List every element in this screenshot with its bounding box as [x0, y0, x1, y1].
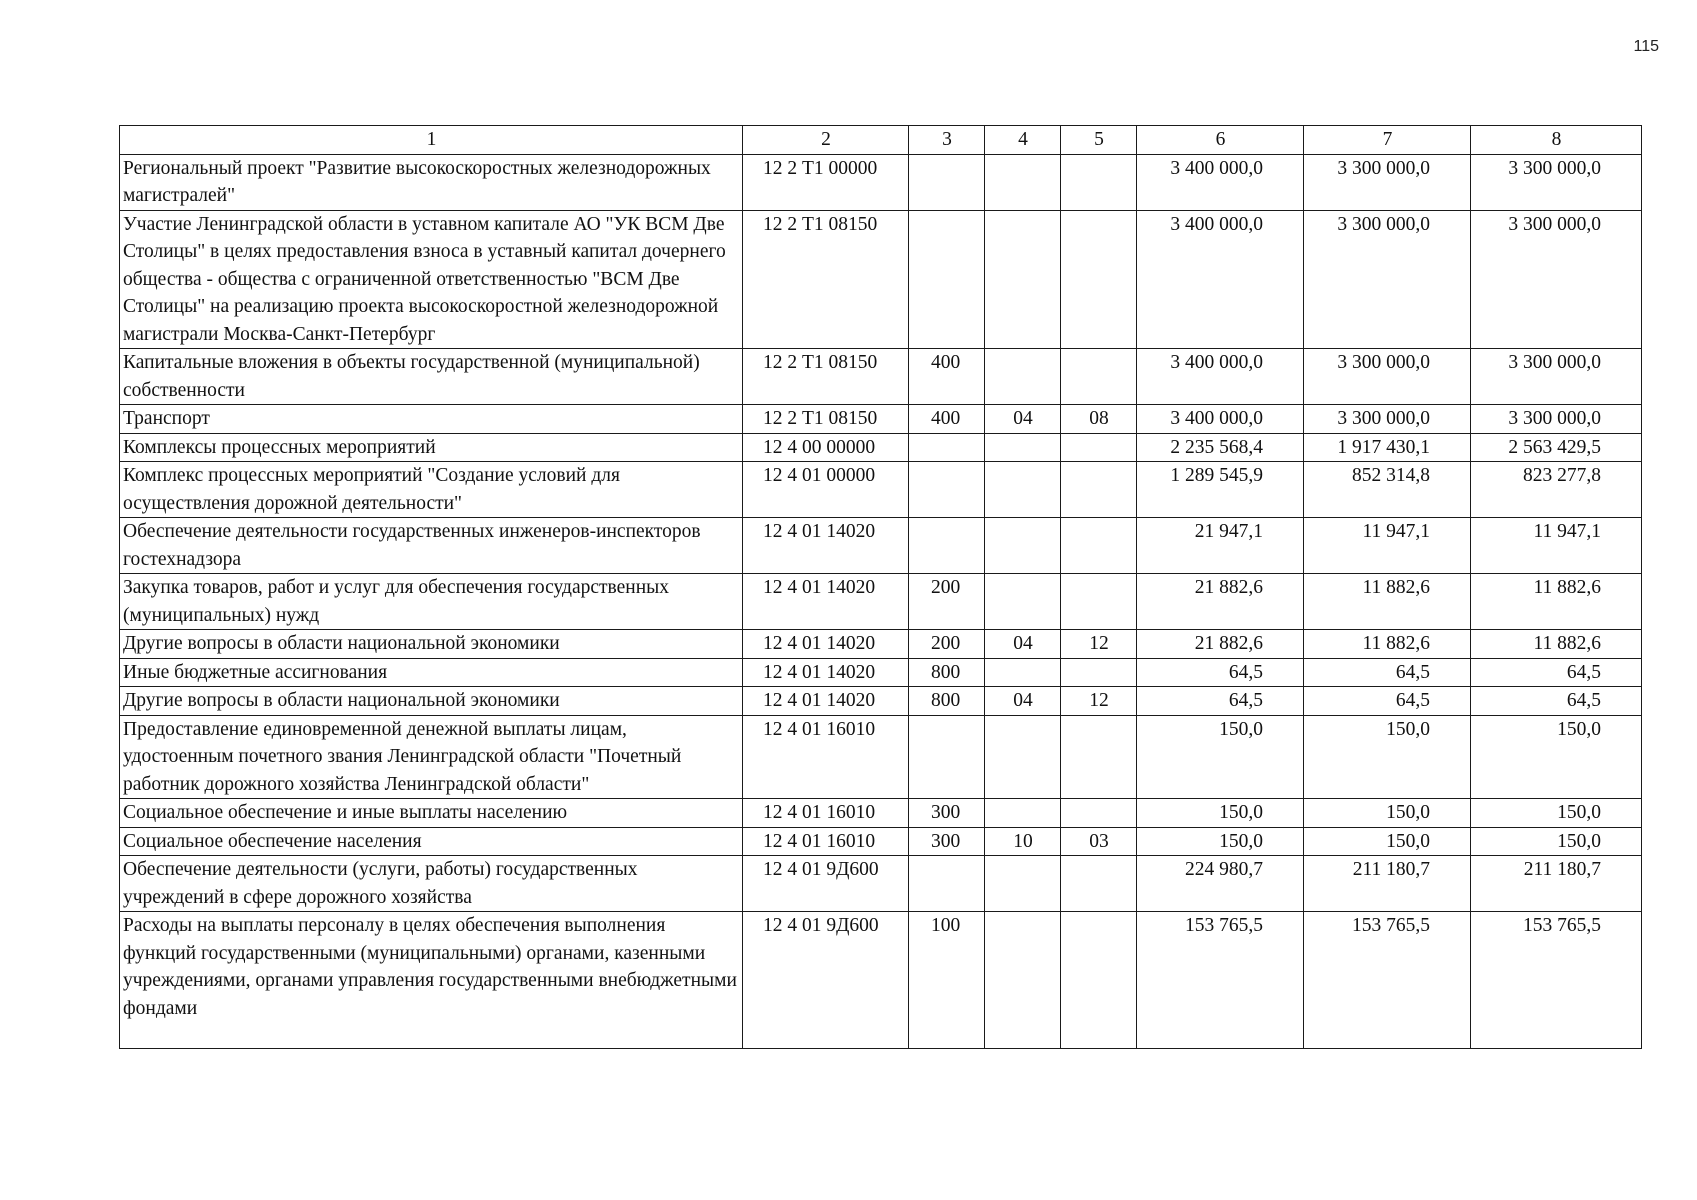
- expense-name-cell: Иные бюджетные ассигнования: [120, 658, 743, 687]
- subsection-cell: 12: [1061, 630, 1137, 659]
- expense-name-cell: Транспорт: [120, 405, 743, 434]
- amount-col6-cell: 21 882,6: [1137, 630, 1304, 659]
- target-article-cell: 12 4 01 14020: [743, 658, 909, 687]
- section-cell: [985, 433, 1061, 462]
- section-cell: [985, 154, 1061, 210]
- expense-name-cell: Социальное обеспечение и иные выплаты населению: [120, 799, 743, 828]
- expense-name-cell: Закупка товаров, работ и услуг для обеспечения государственных (муниципальных) нужд: [120, 574, 743, 630]
- section-cell: 04: [985, 630, 1061, 659]
- amount-col8-cell: 150,0: [1471, 799, 1642, 828]
- subsection-cell: [1061, 349, 1137, 405]
- amount-col6-cell: 3 400 000,0: [1137, 154, 1304, 210]
- header-cell: 4: [985, 126, 1061, 155]
- header-cell: 3: [909, 126, 985, 155]
- table-row: [120, 349, 1642, 405]
- expense-name-cell: Региональный проект "Развитие высокоскоростных железнодорожных магистралей": [120, 154, 743, 210]
- table-row: [120, 462, 1642, 518]
- table-row: [120, 687, 1642, 716]
- target-article-cell: 12 4 01 9Д600: [743, 856, 909, 912]
- amount-col6-cell: 64,5: [1137, 658, 1304, 687]
- amount-col7-cell: 150,0: [1304, 799, 1471, 828]
- target-article-cell: 12 4 01 16010: [743, 799, 909, 828]
- header-cell: 7: [1304, 126, 1471, 155]
- amount-col7-cell: 11 882,6: [1304, 630, 1471, 659]
- amount-col6-cell: 21 882,6: [1137, 574, 1304, 630]
- section-cell: 04: [985, 405, 1061, 434]
- page-number: 115: [1633, 38, 1659, 55]
- section-cell: 04: [985, 687, 1061, 716]
- expense-name-cell: Расходы на выплаты персоналу в целях обеспечения выполнения функций государственными (муниципальными) органами, казенными учреждениями, органами управления государственными внебюджетными фондами: [120, 912, 743, 1049]
- expense-name-cell: Участие Ленинградской области в уставном капитале АО "УК ВСМ Две Столицы" в целях предоставления взноса в уставный капитал дочернего общества - общества с ограниченной ответственностью "ВСМ Две Столицы" на реализацию проекта высокоскоростной железнодорожной магистрали Москва-Санкт-Петербург: [120, 210, 743, 349]
- target-article-cell: 12 4 01 14020: [743, 630, 909, 659]
- subsection-cell: [1061, 799, 1137, 828]
- expense-name-cell: Социальное обеспечение населения: [120, 827, 743, 856]
- amount-col7-cell: 11 947,1: [1304, 518, 1471, 574]
- table-row: [120, 856, 1642, 912]
- expense-type-cell: 400: [909, 405, 985, 434]
- subsection-cell: 12: [1061, 687, 1137, 716]
- amount-col8-cell: 150,0: [1471, 827, 1642, 856]
- amount-col7-cell: 150,0: [1304, 827, 1471, 856]
- table-row: [120, 210, 1642, 349]
- expense-type-cell: 800: [909, 658, 985, 687]
- target-article-cell: 12 2 Т1 00000: [743, 154, 909, 210]
- amount-col7-cell: 64,5: [1304, 658, 1471, 687]
- header-cell: 6: [1137, 126, 1304, 155]
- target-article-cell: 12 2 Т1 08150: [743, 405, 909, 434]
- amount-col7-cell: 852 314,8: [1304, 462, 1471, 518]
- table-row: [120, 630, 1642, 659]
- expense-type-cell: [909, 715, 985, 799]
- expense-type-cell: 300: [909, 799, 985, 828]
- amount-col8-cell: 3 300 000,0: [1471, 210, 1642, 349]
- section-cell: [985, 574, 1061, 630]
- expense-type-cell: 800: [909, 687, 985, 716]
- amount-col7-cell: 150,0: [1304, 715, 1471, 799]
- expense-name-cell: Комплексы процессных мероприятий: [120, 433, 743, 462]
- table-row: [120, 715, 1642, 799]
- section-cell: [985, 856, 1061, 912]
- amount-col8-cell: 211 180,7: [1471, 856, 1642, 912]
- section-cell: [985, 210, 1061, 349]
- amount-col6-cell: 3 400 000,0: [1137, 405, 1304, 434]
- amount-col8-cell: 11 882,6: [1471, 630, 1642, 659]
- section-cell: [985, 658, 1061, 687]
- amount-col6-cell: 21 947,1: [1137, 518, 1304, 574]
- amount-col6-cell: 153 765,5: [1137, 912, 1304, 1049]
- table-row: [120, 827, 1642, 856]
- header-cell: 1: [120, 126, 743, 155]
- amount-col6-cell: 150,0: [1137, 827, 1304, 856]
- amount-col7-cell: 211 180,7: [1304, 856, 1471, 912]
- amount-col7-cell: 3 300 000,0: [1304, 210, 1471, 349]
- target-article-cell: 12 4 00 00000: [743, 433, 909, 462]
- amount-col8-cell: 64,5: [1471, 687, 1642, 716]
- expense-type-cell: 300: [909, 827, 985, 856]
- subsection-cell: [1061, 154, 1137, 210]
- header-cell: 2: [743, 126, 909, 155]
- table-row: [120, 433, 1642, 462]
- amount-col8-cell: 2 563 429,5: [1471, 433, 1642, 462]
- expense-type-cell: 400: [909, 349, 985, 405]
- amount-col6-cell: 224 980,7: [1137, 856, 1304, 912]
- header-cell: 8: [1471, 126, 1642, 155]
- amount-col7-cell: 3 300 000,0: [1304, 405, 1471, 434]
- table-row: [120, 574, 1642, 630]
- amount-col6-cell: 3 400 000,0: [1137, 349, 1304, 405]
- expense-name-cell: Капитальные вложения в объекты государственной (муниципальной) собственности: [120, 349, 743, 405]
- section-cell: [985, 912, 1061, 1049]
- amount-col8-cell: 3 300 000,0: [1471, 405, 1642, 434]
- expense-name-cell: Другие вопросы в области национальной экономики: [120, 687, 743, 716]
- target-article-cell: 12 4 01 14020: [743, 518, 909, 574]
- subsection-cell: [1061, 715, 1137, 799]
- expense-type-cell: [909, 210, 985, 349]
- target-article-cell: 12 2 Т1 08150: [743, 349, 909, 405]
- amount-col8-cell: 823 277,8: [1471, 462, 1642, 518]
- target-article-cell: 12 4 01 14020: [743, 574, 909, 630]
- target-article-cell: 12 4 01 16010: [743, 715, 909, 799]
- amount-col8-cell: 11 882,6: [1471, 574, 1642, 630]
- amount-col6-cell: 2 235 568,4: [1137, 433, 1304, 462]
- table-row: [120, 518, 1642, 574]
- amount-col8-cell: 11 947,1: [1471, 518, 1642, 574]
- expense-type-cell: [909, 462, 985, 518]
- amount-col6-cell: 150,0: [1137, 799, 1304, 828]
- subsection-cell: [1061, 912, 1137, 1049]
- section-cell: [985, 518, 1061, 574]
- amount-col7-cell: 153 765,5: [1304, 912, 1471, 1049]
- section-cell: [985, 462, 1061, 518]
- table-row: [120, 658, 1642, 687]
- expense-type-cell: 200: [909, 574, 985, 630]
- table-row: [120, 405, 1642, 434]
- amount-col7-cell: 11 882,6: [1304, 574, 1471, 630]
- amount-col7-cell: 3 300 000,0: [1304, 349, 1471, 405]
- amount-col8-cell: 150,0: [1471, 715, 1642, 799]
- header-row: [120, 126, 1642, 155]
- subsection-cell: [1061, 518, 1137, 574]
- subsection-cell: [1061, 462, 1137, 518]
- table-row: [120, 799, 1642, 828]
- expense-name-cell: Обеспечение деятельности (услуги, работы) государственных учреждений в сфере дорожного хозяйства: [120, 856, 743, 912]
- subsection-cell: [1061, 856, 1137, 912]
- expense-type-cell: [909, 518, 985, 574]
- section-cell: [985, 349, 1061, 405]
- expense-type-cell: [909, 154, 985, 210]
- target-article-cell: 12 4 01 14020: [743, 687, 909, 716]
- subsection-cell: [1061, 210, 1137, 349]
- expense-type-cell: 200: [909, 630, 985, 659]
- subsection-cell: [1061, 574, 1137, 630]
- expense-type-cell: [909, 433, 985, 462]
- section-cell: 10: [985, 827, 1061, 856]
- amount-col8-cell: 3 300 000,0: [1471, 349, 1642, 405]
- target-article-cell: 12 2 Т1 08150: [743, 210, 909, 349]
- amount-col7-cell: 3 300 000,0: [1304, 154, 1471, 210]
- section-cell: [985, 715, 1061, 799]
- amount-col7-cell: 64,5: [1304, 687, 1471, 716]
- amount-col6-cell: 3 400 000,0: [1137, 210, 1304, 349]
- expense-name-cell: Другие вопросы в области национальной экономики: [120, 630, 743, 659]
- subsection-cell: [1061, 433, 1137, 462]
- amount-col6-cell: 150,0: [1137, 715, 1304, 799]
- expense-type-cell: 100: [909, 912, 985, 1049]
- table-row: [120, 154, 1642, 210]
- expense-name-cell: Обеспечение деятельности государственных инженеров-инспекторов гостехнадзора: [120, 518, 743, 574]
- target-article-cell: 12 4 01 00000: [743, 462, 909, 518]
- budget-table: [119, 125, 1642, 1049]
- target-article-cell: 12 4 01 9Д600: [743, 912, 909, 1049]
- header-cell: 5: [1061, 126, 1137, 155]
- table-row: [120, 912, 1642, 1049]
- amount-col8-cell: 3 300 000,0: [1471, 154, 1642, 210]
- amount-col6-cell: 1 289 545,9: [1137, 462, 1304, 518]
- amount-col8-cell: 64,5: [1471, 658, 1642, 687]
- subsection-cell: 03: [1061, 827, 1137, 856]
- amount-col6-cell: 64,5: [1137, 687, 1304, 716]
- amount-col7-cell: 1 917 430,1: [1304, 433, 1471, 462]
- expense-name-cell: Предоставление единовременной денежной выплаты лицам, удостоенным почетного звания Ленинградской области "Почетный работник дорожного хозяйства Ленинградской области": [120, 715, 743, 799]
- amount-col8-cell: 153 765,5: [1471, 912, 1642, 1049]
- subsection-cell: 08: [1061, 405, 1137, 434]
- subsection-cell: [1061, 658, 1137, 687]
- target-article-cell: 12 4 01 16010: [743, 827, 909, 856]
- expense-type-cell: [909, 856, 985, 912]
- expense-name-cell: Комплекс процессных мероприятий "Создание условий для осуществления дорожной деятельности": [120, 462, 743, 518]
- section-cell: [985, 799, 1061, 828]
